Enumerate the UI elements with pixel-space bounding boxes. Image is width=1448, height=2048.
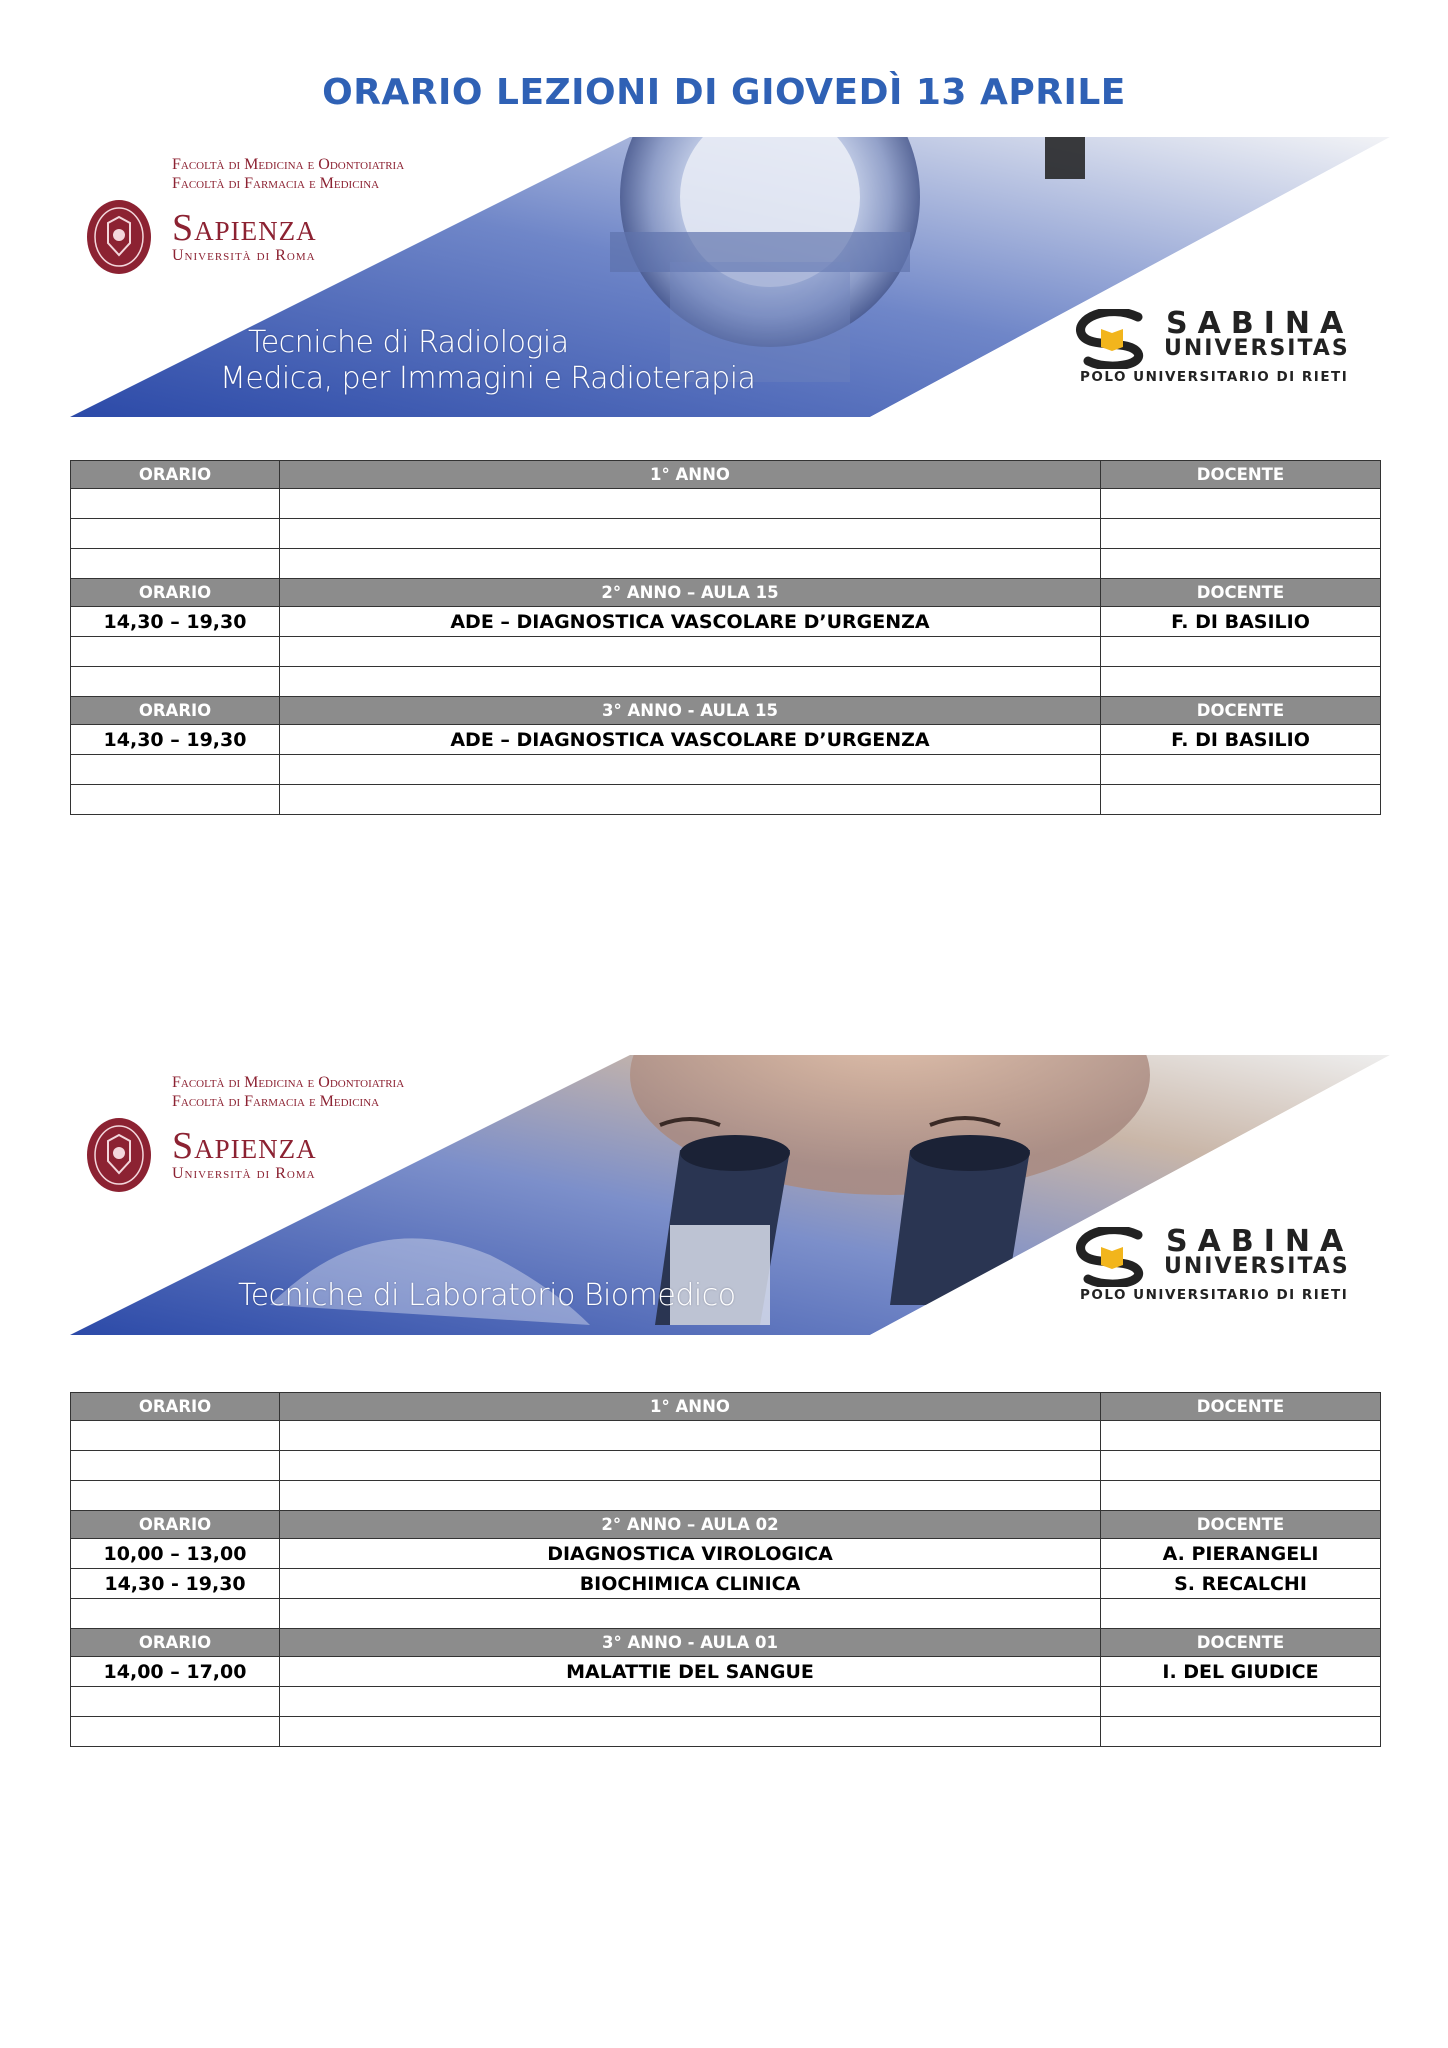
cell-lezione bbox=[280, 1451, 1101, 1481]
header-docente: DOCENTE bbox=[1101, 579, 1381, 607]
cell-lezione bbox=[280, 637, 1101, 667]
cell-lezione bbox=[280, 785, 1101, 815]
table-row bbox=[71, 725, 1381, 755]
header-orario: ORARIO bbox=[71, 1393, 280, 1421]
course-line: Medica, per Immagini e Radioterapia bbox=[220, 361, 756, 396]
header-docente: DOCENTE bbox=[1101, 697, 1381, 725]
table-row bbox=[71, 1687, 1381, 1717]
cell-docente bbox=[1101, 1421, 1381, 1451]
table-row bbox=[71, 1599, 1381, 1629]
cell-orario: 14,30 – 19,30 bbox=[71, 607, 280, 637]
cell-orario bbox=[71, 549, 280, 579]
sabina-universitas: UNIVERSITAS bbox=[1164, 336, 1350, 361]
cell-lezione bbox=[280, 1599, 1101, 1629]
cell-lezione: MALATTIE DEL SANGUE bbox=[280, 1657, 1101, 1687]
faculty-line-1: Facoltà di Medicina e Odontoiatria bbox=[172, 156, 405, 173]
header-anno: 1° ANNO bbox=[280, 461, 1101, 489]
cell-orario: 10,00 – 13,00 bbox=[71, 1539, 280, 1569]
cell-docente bbox=[1101, 549, 1381, 579]
page-title: ORARIO LEZIONI DI GIOVEDÌ 13 APRILE bbox=[322, 72, 1126, 113]
sabina-book-icon bbox=[1068, 1227, 1158, 1287]
sapienza-seal-icon bbox=[86, 1117, 152, 1193]
cell-docente bbox=[1101, 1687, 1381, 1717]
cell-orario bbox=[71, 785, 280, 815]
sabina-polo: POLO UNIVERSITARIO DI RIETI bbox=[1080, 369, 1349, 385]
schedule-table-radiologia bbox=[70, 460, 1381, 815]
cell-orario bbox=[71, 637, 280, 667]
cell-lezione bbox=[280, 1717, 1101, 1747]
faculty-line-2: Facoltà di Farmacia e Medicina bbox=[172, 1093, 380, 1110]
table-header-row bbox=[71, 1629, 1381, 1657]
course-line: Tecniche di Laboratorio Biomedico bbox=[238, 1278, 736, 1313]
cell-docente bbox=[1101, 1481, 1381, 1511]
cell-lezione bbox=[280, 1481, 1101, 1511]
header-orario: ORARIO bbox=[71, 461, 280, 489]
schedule-table-laboratorio bbox=[70, 1392, 1381, 1747]
cell-orario bbox=[71, 1481, 280, 1511]
header-docente: DOCENTE bbox=[1101, 1393, 1381, 1421]
university-subtitle: Università di Roma bbox=[172, 1165, 316, 1182]
table-header-row bbox=[71, 697, 1381, 725]
cell-orario bbox=[71, 1451, 280, 1481]
cell-lezione: BIOCHIMICA CLINICA bbox=[280, 1569, 1101, 1599]
cell-orario bbox=[71, 1717, 280, 1747]
sabina-name: SABINA bbox=[1166, 306, 1354, 341]
cell-lezione: DIAGNOSTICA VIROLOGICA bbox=[280, 1539, 1101, 1569]
header-orario: ORARIO bbox=[71, 697, 280, 725]
table-row bbox=[71, 667, 1381, 697]
header-orario: ORARIO bbox=[71, 1511, 280, 1539]
cell-orario: 14,00 – 17,00 bbox=[71, 1657, 280, 1687]
table-row bbox=[71, 755, 1381, 785]
table-row bbox=[71, 489, 1381, 519]
course-title bbox=[220, 325, 755, 397]
banner-radiologia bbox=[70, 137, 1390, 417]
header-orario: ORARIO bbox=[71, 579, 280, 607]
cell-lezione bbox=[280, 1687, 1101, 1717]
table-row bbox=[71, 1421, 1381, 1451]
cell-docente bbox=[1101, 519, 1381, 549]
cell-docente: I. DEL GIUDICE bbox=[1101, 1657, 1381, 1687]
cell-orario bbox=[71, 1421, 280, 1451]
cell-docente bbox=[1101, 1451, 1381, 1481]
table-header-row bbox=[71, 579, 1381, 607]
cell-lezione bbox=[280, 549, 1101, 579]
header-orario: ORARIO bbox=[71, 1629, 280, 1657]
cell-lezione bbox=[280, 755, 1101, 785]
university-name: Sapienza bbox=[172, 1125, 317, 1167]
cell-orario bbox=[71, 755, 280, 785]
sapienza-seal-icon bbox=[86, 199, 152, 275]
header-anno: 3° ANNO - AULA 15 bbox=[280, 697, 1101, 725]
table-header-row bbox=[71, 1393, 1381, 1421]
cell-orario bbox=[71, 1687, 280, 1717]
sabina-logo bbox=[1068, 1224, 1368, 1307]
table-row bbox=[71, 1717, 1381, 1747]
header-docente: DOCENTE bbox=[1101, 461, 1381, 489]
sabina-name: SABINA bbox=[1166, 1224, 1354, 1259]
cell-docente bbox=[1101, 785, 1381, 815]
header-docente: DOCENTE bbox=[1101, 1511, 1381, 1539]
table-row bbox=[71, 1569, 1381, 1599]
cell-lezione bbox=[280, 1421, 1101, 1451]
table-row bbox=[71, 1481, 1381, 1511]
table-header-row bbox=[71, 461, 1381, 489]
cell-orario bbox=[71, 519, 280, 549]
table-row bbox=[71, 519, 1381, 549]
sabina-universitas: UNIVERSITAS bbox=[1164, 1254, 1350, 1279]
cell-orario bbox=[71, 1599, 280, 1629]
cell-docente: A. PIERANGELI bbox=[1101, 1539, 1381, 1569]
banner-laboratorio bbox=[70, 1055, 1390, 1335]
header-anno: 1° ANNO bbox=[280, 1393, 1101, 1421]
header-anno: 2° ANNO – AULA 02 bbox=[280, 1511, 1101, 1539]
university-subtitle: Università di Roma bbox=[172, 247, 316, 264]
table-header-row bbox=[71, 1511, 1381, 1539]
university-name: Sapienza bbox=[172, 207, 317, 249]
course-title bbox=[238, 1278, 736, 1314]
cell-docente: S. RECALCHI bbox=[1101, 1569, 1381, 1599]
cell-orario bbox=[71, 489, 280, 519]
cell-lezione: ADE – DIAGNOSTICA VASCOLARE D’URGENZA bbox=[280, 725, 1101, 755]
header-docente: DOCENTE bbox=[1101, 1629, 1381, 1657]
cell-lezione bbox=[280, 489, 1101, 519]
sabina-book-icon bbox=[1068, 309, 1158, 369]
cell-orario bbox=[71, 667, 280, 697]
table-row bbox=[71, 1657, 1381, 1687]
cell-lezione: ADE – DIAGNOSTICA VASCOLARE D’URGENZA bbox=[280, 607, 1101, 637]
table-row bbox=[71, 637, 1381, 667]
sabina-polo: POLO UNIVERSITARIO DI RIETI bbox=[1080, 1287, 1349, 1303]
table-row bbox=[71, 607, 1381, 637]
faculty-line-2: Facoltà di Farmacia e Medicina bbox=[172, 175, 380, 192]
cell-docente bbox=[1101, 1717, 1381, 1747]
header-anno: 2° ANNO – AULA 15 bbox=[280, 579, 1101, 607]
table-row bbox=[71, 549, 1381, 579]
cell-docente bbox=[1101, 1599, 1381, 1629]
cell-docente: F. DI BASILIO bbox=[1101, 607, 1381, 637]
sabina-logo bbox=[1068, 306, 1368, 389]
cell-lezione bbox=[280, 519, 1101, 549]
table-row bbox=[71, 785, 1381, 815]
cell-docente bbox=[1101, 667, 1381, 697]
cell-lezione bbox=[280, 667, 1101, 697]
table-row bbox=[71, 1539, 1381, 1569]
faculty-line-1: Facoltà di Medicina e Odontoiatria bbox=[172, 1074, 405, 1091]
cell-orario: 14,30 - 19,30 bbox=[71, 1569, 280, 1599]
course-line: Tecniche di Radiologia bbox=[248, 325, 569, 360]
table-row bbox=[71, 1451, 1381, 1481]
cell-docente bbox=[1101, 755, 1381, 785]
header-anno: 3° ANNO - AULA 01 bbox=[280, 1629, 1101, 1657]
cell-orario: 14,30 – 19,30 bbox=[71, 725, 280, 755]
cell-docente: F. DI BASILIO bbox=[1101, 725, 1381, 755]
cell-docente bbox=[1101, 489, 1381, 519]
cell-docente bbox=[1101, 637, 1381, 667]
